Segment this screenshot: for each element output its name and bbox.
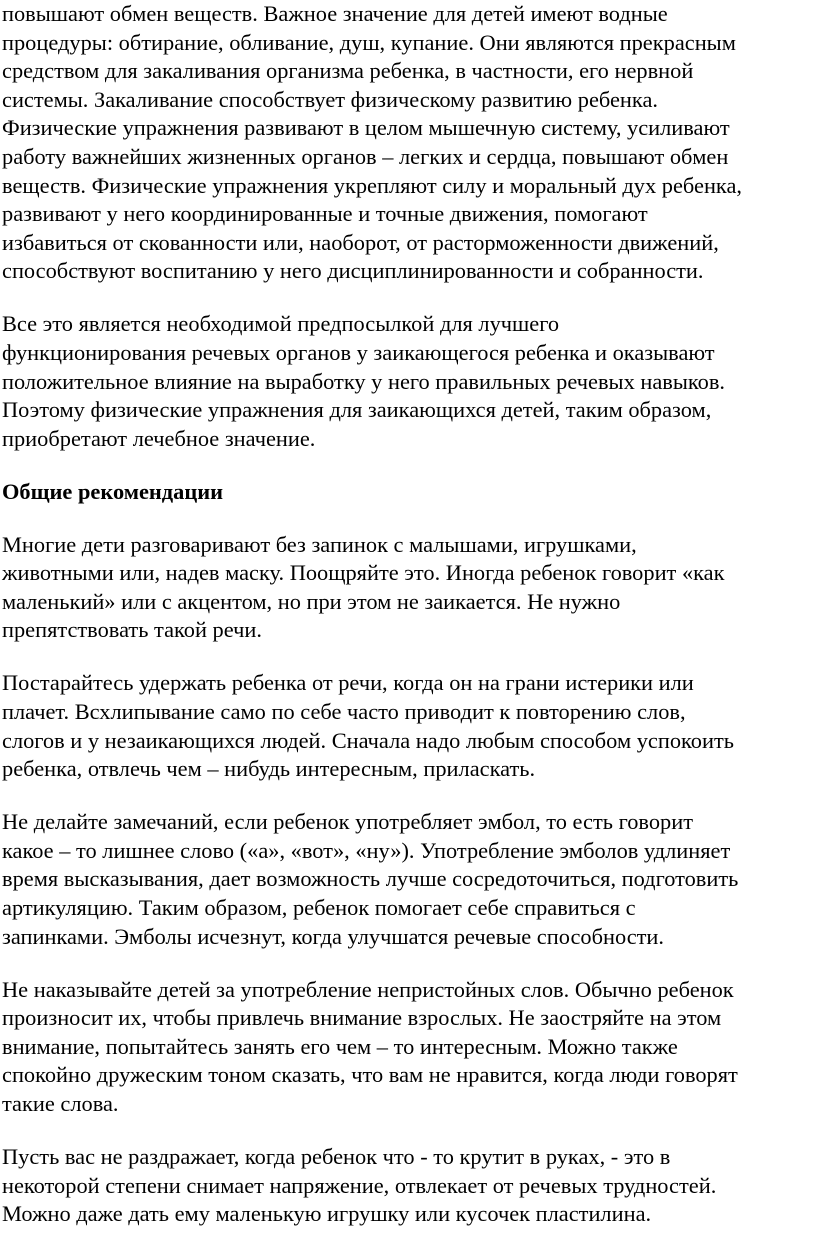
text-line: работу важнейших жизненных органов – легких и сердца, повышают обмен: [2, 143, 729, 169]
text-line: запинками. Эмболы исчезнут, когда улучшатся речевые способности.: [2, 923, 665, 949]
text-line: избавиться от скованности или, наоборот, от расторможенности движений,: [2, 229, 719, 255]
text-line: некоторой степени снимает напряжение, отвлекает от речевых трудностей.: [2, 1172, 717, 1198]
text-line: внимание, попытайтесь занять его чем – то интересным. Можно также: [2, 1033, 678, 1059]
text-line: Все это является необходимой предпосылкой для лучшего: [2, 311, 560, 337]
text-line: положительное влияние на выработку у него правильных речевых навыков.: [2, 368, 726, 394]
text-line: артикуляцию. Таким образом, ребенок помогает себе справиться с: [2, 894, 636, 920]
text-line: Поэтому физические упражнения для заикающихся детей, таким образом,: [2, 397, 712, 423]
text-line: животными или, надев маску. Поощряйте это. Иногда ребенок говорит «как: [2, 560, 725, 586]
paragraph-spacer: [2, 951, 814, 975]
paragraph-hysteria: [2, 669, 814, 783]
text-line: Многие дети разговаривают без запинок с малышами, игрушками,: [2, 531, 637, 557]
paragraph-spacer: [2, 286, 814, 310]
text-line: время высказывания, дает возможность лучше сосредоточиться, подготовить: [2, 866, 739, 892]
text-line: препятствовать такой речи.: [2, 617, 262, 643]
text-line: системы. Закаливание способствует физическому развитию ребенка.: [2, 86, 658, 112]
text-line: такие слова.: [2, 1090, 119, 1116]
text-line: ребенка, отвлечь чем – нибудь интересным, приласкать.: [2, 756, 536, 782]
text-line: какое – то лишнее слово («а», «вот», «ну»). Употребление эмболов удлиняет: [2, 837, 731, 863]
section-heading: [2, 478, 814, 507]
paragraph-fidgeting: [2, 1143, 814, 1229]
heading-text: Общие рекомендации: [2, 478, 224, 504]
paragraph-spacer: [2, 506, 814, 530]
text-line: спокойно дружеским тоном сказать, что вам не нравится, когда люди говорят: [2, 1062, 738, 1088]
paragraph-speech-organs: [2, 310, 814, 453]
text-line: Пусть вас не раздражает, когда ребенок что - то крутит в руках, - это в: [2, 1143, 671, 1169]
text-line: Не наказывайте детей за употребление непристойных слов. Обычно ребенок: [2, 976, 734, 1002]
paragraph-spacer: [2, 1119, 814, 1143]
text-line: функционирования речевых органов у заикающегося ребенка и оказывают: [2, 339, 715, 365]
text-line: Не делайте замечаний, если ребенок употребляет эмбол, то есть говорит: [2, 809, 693, 835]
paragraph-spacer: [2, 784, 814, 808]
paragraph-embols: [2, 808, 814, 951]
text-line: Можно даже дать ему маленькую игрушку или кусочек пластилина.: [2, 1201, 652, 1227]
paragraph-obscene-words: [2, 976, 814, 1119]
text-line: слогов и у незаикающихся людей. Сначала надо любым способом успокоить: [2, 727, 734, 753]
text-line: приобретают лечебное значение.: [2, 425, 316, 451]
paragraph-spacer: [2, 645, 814, 669]
text-line: маленький» или с акцентом, но при этом не заикается. Не нужно: [2, 588, 621, 614]
text-line: Постарайтесь удержать ребенка от речи, когда он на грани истерики или: [2, 670, 694, 696]
paragraph-spacer: [2, 453, 814, 477]
text-line: процедуры: обтирание, обливание, душ, купание. Они являются прекрасным: [2, 29, 736, 55]
text-line: Физические упражнения развивают в целом мышечную систему, усиливают: [2, 115, 730, 141]
text-line: повышают обмен веществ. Важное значение для детей имеют водные: [2, 1, 668, 26]
paragraph-talking-without-stutter: [2, 531, 814, 645]
text-line: веществ. Физические упражнения укрепляют силу и моральный дух ребенка,: [2, 172, 742, 198]
text-line: произносит их, чтобы привлечь внимание взрослых. Не заостряйте на этом: [2, 1005, 722, 1031]
text-line: средством для закаливания организма ребенка, в частности, его нервной: [2, 58, 694, 84]
text-line: развивают у него координированные и точные движения, помогают: [2, 201, 648, 227]
paragraph-water-procedures: [2, 0, 814, 286]
text-line: способствуют воспитанию у него дисциплинированности и собранности.: [2, 258, 704, 284]
text-line: плачет. Всхлипывание само по себе часто приводит к повторению слов,: [2, 699, 686, 725]
